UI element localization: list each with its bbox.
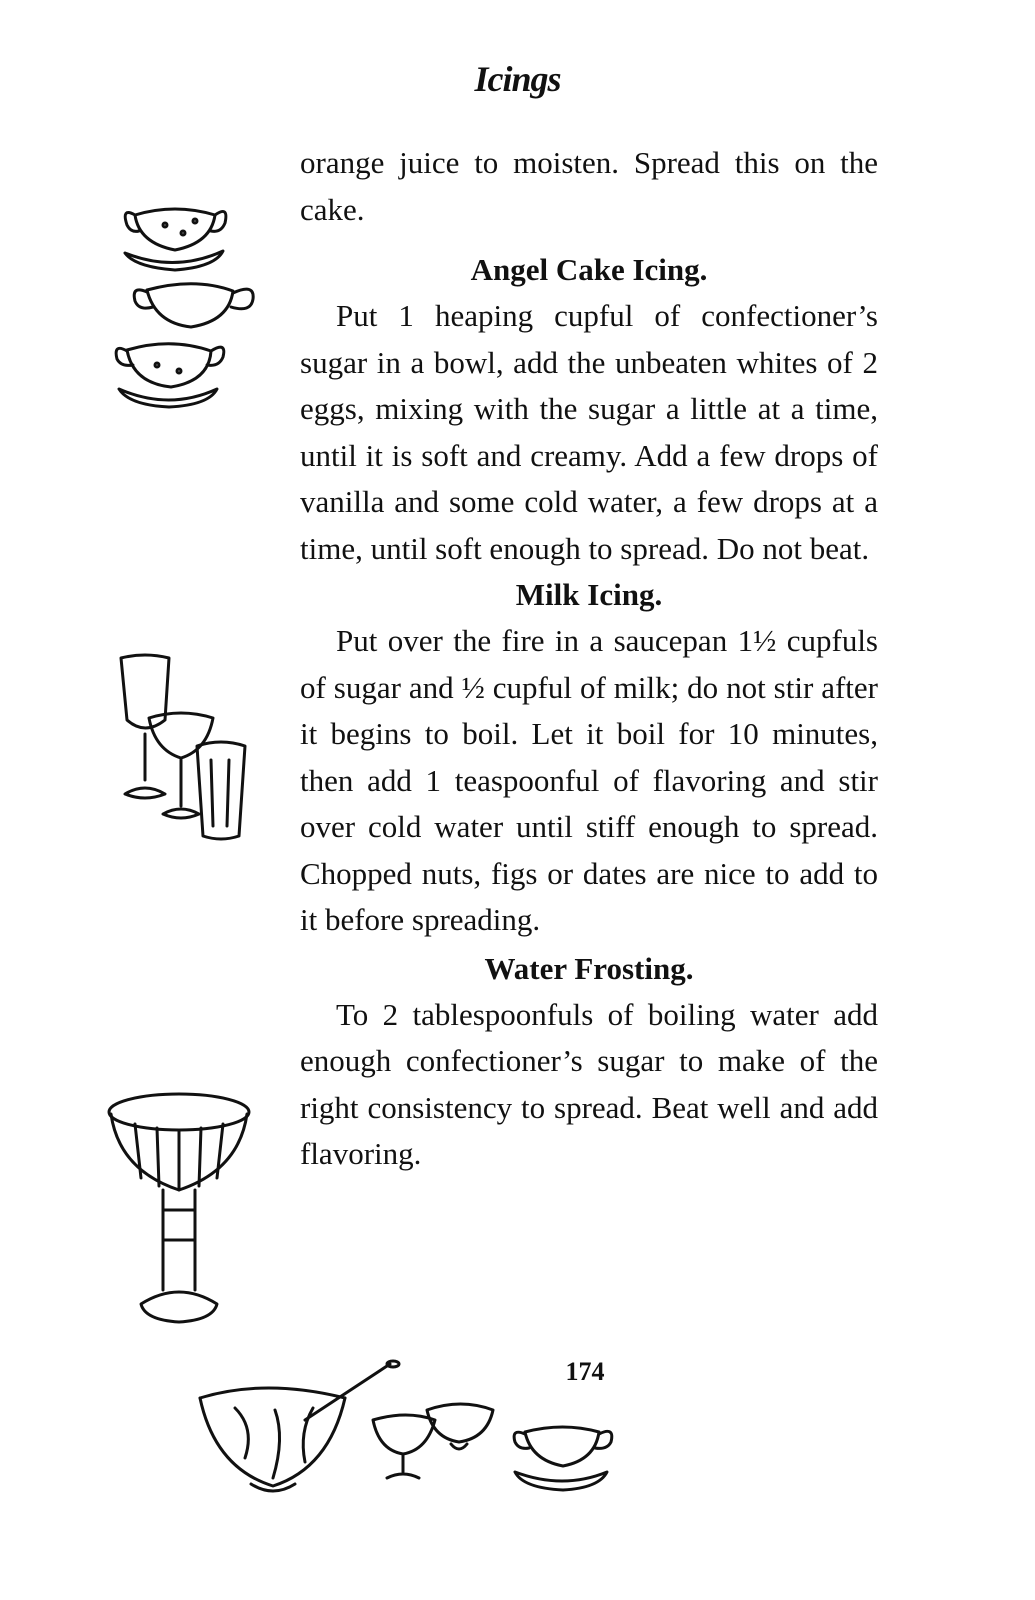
punch-bowl-illustration-icon (195, 1358, 625, 1508)
goblet-illustration-icon (105, 1090, 255, 1330)
angel-cake-icing-heading: Angel Cake Icing. (470, 252, 708, 287)
continued-paragraph: orange juice to moisten. Spread this on the cake. (300, 145, 878, 227)
water-frosting-heading: Water Frosting. (484, 950, 694, 986)
angel-cake-icing-text: Put 1 heaping cupful of confectioner’s sugar in a bowl, add the unbeaten whites of 2 eggs, mixing with the sugar a little at a time, until it is soft and creamy. Add a few drops of vanilla and some cold water, a few drops at a time, until soft enough to spread. Do not beat. (300, 298, 878, 566)
teacups-illustration-icon (105, 195, 265, 420)
recipe-text-column (300, 140, 878, 1178)
milk-icing-heading: Milk Icing. (515, 577, 663, 612)
glasses-illustration-icon (115, 650, 260, 845)
water-frosting-text: To 2 tablespoonfuls of boiling water add enough confectioner’s sugar to make of the right consistency to spread. Beat well and add flavoring. (300, 996, 878, 1171)
page-number: 174 (565, 1357, 605, 1386)
running-head: Icings (474, 59, 561, 99)
milk-icing-text: Put over the fire in a saucepan 1½ cupfuls of sugar and ½ cupful of milk; do not stir after it begins to boil. Let it boil for 10 minutes, then add 1 teaspoonful of flavoring and stir over cold water until stiff enough to spread. Chopped nuts, figs or dates are nice to add to it before spreading. (300, 623, 878, 937)
